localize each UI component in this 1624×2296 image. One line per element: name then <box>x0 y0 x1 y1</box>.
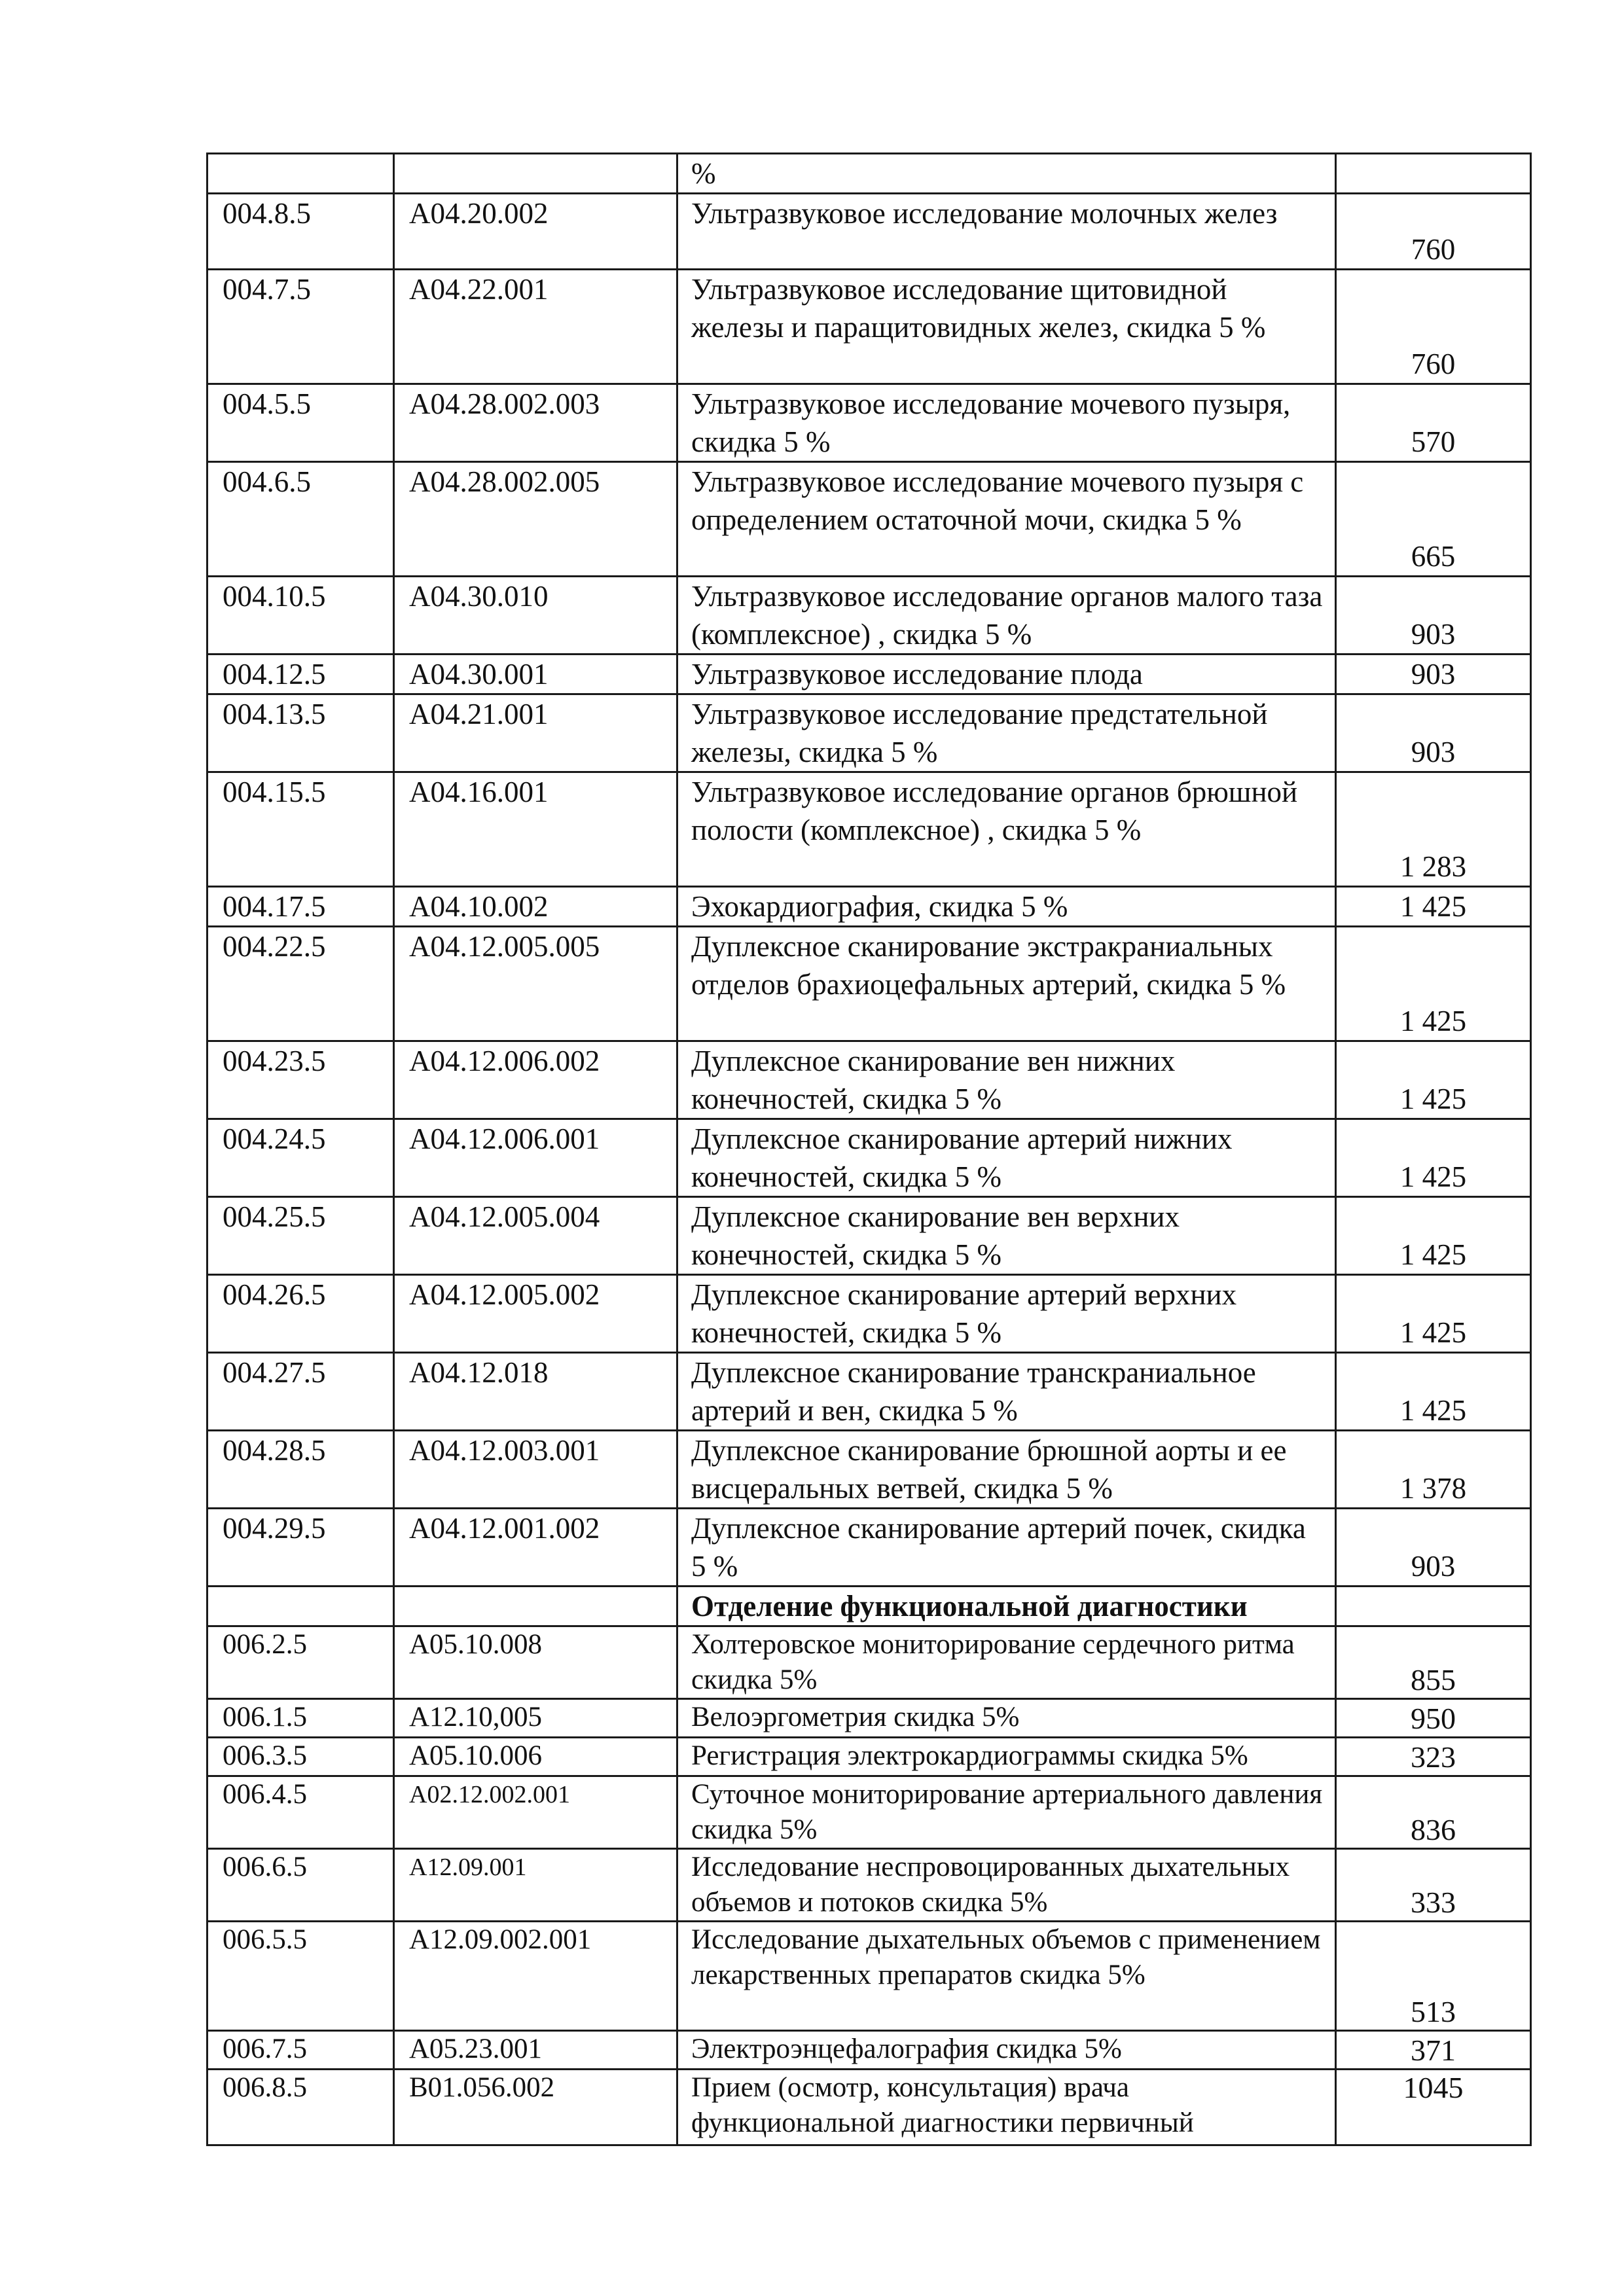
service-name-cell: Исследование неспровоцированных дыхательных объемов и потоков скидка 5% <box>677 1849 1336 1922</box>
service-code-cell: 004.22.5 <box>208 927 394 1041</box>
nomenclature-code-cell: A04.28.002.005 <box>394 462 677 577</box>
price-cell: 903 <box>1336 694 1531 772</box>
nomenclature-code-cell: A05.10.006 <box>394 1738 677 1776</box>
price-cell: 1 425 <box>1336 1275 1531 1353</box>
service-code-cell: 006.4.5 <box>208 1776 394 1849</box>
service-code-cell: 004.17.5 <box>208 887 394 927</box>
price-cell: 1 425 <box>1336 1197 1531 1275</box>
price-cell: 333 <box>1336 1849 1531 1922</box>
service-code-cell: 004.10.5 <box>208 577 394 655</box>
nomenclature-code-cell: A12.09.001 <box>394 1849 677 1922</box>
nomenclature-code-cell: A04.21.001 <box>394 694 677 772</box>
service-code-cell: 004.26.5 <box>208 1275 394 1353</box>
service-code-cell: 006.7.5 <box>208 2031 394 2070</box>
service-code-cell: 004.29.5 <box>208 1509 394 1587</box>
nomenclature-code-cell: A12.09.002.001 <box>394 1922 677 2031</box>
price-cell: 1 425 <box>1336 927 1531 1041</box>
table-row <box>208 927 1531 1041</box>
service-name-cell: Дуплексное сканирование артерий верхних конечностей, скидка 5 % <box>677 1275 1336 1353</box>
service-code-cell: 004.27.5 <box>208 1353 394 1431</box>
service-code-cell: 004.23.5 <box>208 1041 394 1119</box>
table-row <box>208 1626 1531 1699</box>
nomenclature-code-cell: A04.20.002 <box>394 194 677 270</box>
service-name-cell: Дуплексное сканирование брюшной аорты и ее висцеральных ветвей, скидка 5 % <box>677 1431 1336 1509</box>
service-name-cell: Ультразвуковое исследование мочевого пузыря с определением остаточной мочи, скидка 5 % <box>677 462 1336 577</box>
table-row <box>208 772 1531 887</box>
table-row <box>208 1849 1531 1922</box>
service-code-cell: 006.6.5 <box>208 1849 394 1922</box>
nomenclature-code-cell: A04.12.001.002 <box>394 1509 677 1587</box>
table-row <box>208 194 1531 270</box>
table-row <box>208 154 1531 194</box>
service-code-cell: 006.1.5 <box>208 1699 394 1738</box>
price-cell: 665 <box>1336 462 1531 577</box>
service-name-cell: Дуплексное сканирование вен нижних конечностей, скидка 5 % <box>677 1041 1336 1119</box>
table-row <box>208 1922 1531 2031</box>
price-cell: 903 <box>1336 655 1531 694</box>
service-code-cell: 004.12.5 <box>208 655 394 694</box>
nomenclature-code-cell: A04.12.003.001 <box>394 1431 677 1509</box>
nomenclature-code-cell: A04.30.001 <box>394 655 677 694</box>
service-name-cell: % <box>677 154 1336 194</box>
service-name-cell: Эхокардиография, скидка 5 % <box>677 887 1336 927</box>
service-name-cell: Регистрация электрокардиограммы скидка 5% <box>677 1738 1336 1776</box>
price-cell: 855 <box>1336 1626 1531 1699</box>
price-cell: 1 425 <box>1336 1119 1531 1197</box>
service-code-cell: 004.24.5 <box>208 1119 394 1197</box>
service-code-cell: 004.13.5 <box>208 694 394 772</box>
service-name-cell: Дуплексное сканирование артерий почек, скидка 5 % <box>677 1509 1336 1587</box>
service-name-cell: Ультразвуковое исследование предстательной железы, скидка 5 % <box>677 694 1336 772</box>
table-row <box>208 384 1531 462</box>
service-code-cell: 006.3.5 <box>208 1738 394 1776</box>
nomenclature-code-cell: A04.28.002.003 <box>394 384 677 462</box>
service-name-cell: Ультразвуковое исследование органов брюшной полости (комплексное) , скидка 5 % <box>677 772 1336 887</box>
table-row <box>208 887 1531 927</box>
price-cell: 323 <box>1336 1738 1531 1776</box>
service-code-cell: 004.15.5 <box>208 772 394 887</box>
price-cell: 836 <box>1336 1776 1531 1849</box>
service-code-cell <box>208 154 394 194</box>
nomenclature-code-cell: A04.12.006.001 <box>394 1119 677 1197</box>
service-name-cell: Велоэргометрия скидка 5% <box>677 1699 1336 1738</box>
nomenclature-code-cell <box>394 154 677 194</box>
service-name-cell: Электроэнцефалография скидка 5% <box>677 2031 1336 2070</box>
service-code-cell: 004.8.5 <box>208 194 394 270</box>
price-cell: 903 <box>1336 577 1531 655</box>
price-cell: 1 425 <box>1336 887 1531 927</box>
service-name-cell: Ультразвуковое исследование органов малого таза (комплексное) , скидка 5 % <box>677 577 1336 655</box>
service-name-cell: Дуплексное сканирование экстракраниальных отделов брахиоцефальных артерий, скидка 5 % <box>677 927 1336 1041</box>
table-row <box>208 270 1531 384</box>
table-row <box>208 1738 1531 1776</box>
price-cell: 950 <box>1336 1699 1531 1738</box>
nomenclature-code-cell: A04.12.006.002 <box>394 1041 677 1119</box>
service-code-cell: 004.7.5 <box>208 270 394 384</box>
price-cell: 513 <box>1336 1922 1531 2031</box>
section-header-row <box>208 1587 1531 1626</box>
service-name-cell: Прием (осмотр, консультация) врача функциональной диагностики первичный <box>677 2070 1336 2145</box>
table-row <box>208 1776 1531 1849</box>
table-row <box>208 1197 1531 1275</box>
price-list-body <box>208 154 1531 2145</box>
service-name-cell: Исследование дыхательных объемов с применением лекарственных препаратов скидка 5% <box>677 1922 1336 2031</box>
nomenclature-code-cell: A05.10.008 <box>394 1626 677 1699</box>
table-row <box>208 2070 1531 2145</box>
table-row <box>208 1041 1531 1119</box>
nomenclature-code-cell: A04.10.002 <box>394 887 677 927</box>
price-cell: 1 425 <box>1336 1041 1531 1119</box>
table-row <box>208 462 1531 577</box>
service-name-cell: Дуплексное сканирование вен верхних конечностей, скидка 5 % <box>677 1197 1336 1275</box>
table-row <box>208 1353 1531 1431</box>
table-row <box>208 2031 1531 2070</box>
table-row <box>208 1431 1531 1509</box>
nomenclature-code-cell: B01.056.002 <box>394 2070 677 2145</box>
nomenclature-code-cell: A04.12.005.005 <box>394 927 677 1041</box>
nomenclature-code-cell: A02.12.002.001 <box>394 1776 677 1849</box>
service-name-cell: Ультразвуковое исследование мочевого пузыря, скидка 5 % <box>677 384 1336 462</box>
nomenclature-code-cell: A04.12.005.002 <box>394 1275 677 1353</box>
table-row <box>208 1699 1531 1738</box>
table-row <box>208 1509 1531 1587</box>
service-code-cell: 004.6.5 <box>208 462 394 577</box>
nomenclature-code-cell: A05.23.001 <box>394 2031 677 2070</box>
price-cell: 760 <box>1336 194 1531 270</box>
service-name-cell: Ультразвуковое исследование щитовидной железы и паращитовидных желез, скидка 5 % <box>677 270 1336 384</box>
service-code-cell: 004.25.5 <box>208 1197 394 1275</box>
price-list-table <box>206 152 1532 2146</box>
service-name-cell: Суточное мониторирование артериального давления скидка 5% <box>677 1776 1336 1849</box>
table-row <box>208 694 1531 772</box>
service-code-cell: 006.2.5 <box>208 1626 394 1699</box>
price-cell: 371 <box>1336 2031 1531 2070</box>
nomenclature-code-cell: A04.12.005.004 <box>394 1197 677 1275</box>
service-code-cell: 006.8.5 <box>208 2070 394 2145</box>
service-code-cell <box>208 1587 394 1626</box>
nomenclature-code-cell: A04.22.001 <box>394 270 677 384</box>
service-name-cell: Ультразвуковое исследование молочных желез <box>677 194 1336 270</box>
price-cell: 903 <box>1336 1509 1531 1587</box>
service-code-cell: 006.5.5 <box>208 1922 394 2031</box>
service-name-cell: Ультразвуковое исследование плода <box>677 655 1336 694</box>
service-code-cell: 004.28.5 <box>208 1431 394 1509</box>
price-cell: 1 378 <box>1336 1431 1531 1509</box>
price-cell: 570 <box>1336 384 1531 462</box>
table-row <box>208 1275 1531 1353</box>
price-cell: 1 425 <box>1336 1353 1531 1431</box>
table-row <box>208 1119 1531 1197</box>
price-cell: 1045 <box>1336 2070 1531 2145</box>
price-cell <box>1336 154 1531 194</box>
nomenclature-code-cell: A12.10,005 <box>394 1699 677 1738</box>
service-name-cell: Дуплексное сканирование артерий нижних конечностей, скидка 5 % <box>677 1119 1336 1197</box>
service-name-cell: Дуплексное сканирование транскраниальное артерий и вен, скидка 5 % <box>677 1353 1336 1431</box>
service-code-cell: 004.5.5 <box>208 384 394 462</box>
table-row <box>208 655 1531 694</box>
section-title: Отделение функциональной диагностики <box>677 1587 1336 1626</box>
nomenclature-code-cell <box>394 1587 677 1626</box>
price-cell: 1 283 <box>1336 772 1531 887</box>
service-name-cell: Холтеровское мониторирование сердечного ритма скидка 5% <box>677 1626 1336 1699</box>
table-row <box>208 577 1531 655</box>
price-cell <box>1336 1587 1531 1626</box>
price-cell: 760 <box>1336 270 1531 384</box>
nomenclature-code-cell: A04.16.001 <box>394 772 677 887</box>
nomenclature-code-cell: A04.30.010 <box>394 577 677 655</box>
nomenclature-code-cell: A04.12.018 <box>394 1353 677 1431</box>
